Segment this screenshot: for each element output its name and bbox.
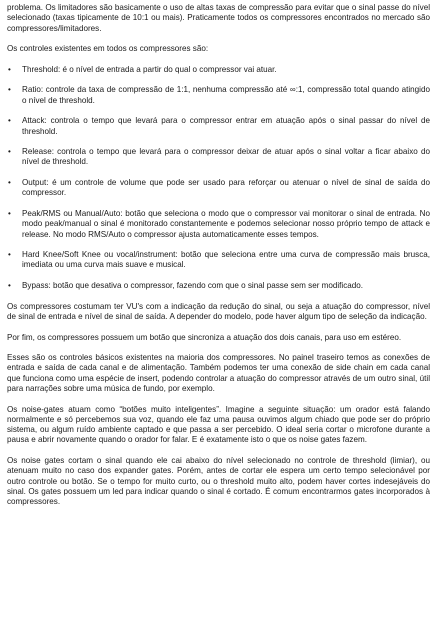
- list-item-text: Peak/RMS ou Manual/Auto: botão que seleciona o modo que o compressor vai monitorar o sinal de entrada. No modo peak/manual o sinal é monitorado constantemente e podemos selecionar nosso próprio tempo de attack e release. No modo RMS/Auto o compressor ajusta automaticamente esses tempos.: [22, 208, 430, 239]
- list-item-text: Hard Knee/Soft Knee ou vocal/instrument: botão que seleciona entre uma curva de compressão mais brusca, imediata ou uma curva mais suave e musical.: [22, 250, 430, 270]
- rear-panel-paragraph: Esses são os controles básicos existentes na maioria dos compressores. No painel traseiro temos as conexões de entrada e saída de cada canal e de alimentação. Também podemos ter uma conexão de side chain em cada canal que funciona como uma espécie de insert, podendo controlar a atuação do compressor através de um outro sinal, útil para narrações sobre uma música de fundo, por exemplo.: [7, 353, 430, 393]
- bullet: •: [8, 208, 11, 218]
- bullet: •: [8, 85, 11, 95]
- list-item: [7, 65, 430, 75]
- bullet: •: [8, 250, 11, 260]
- list-item: [7, 116, 430, 137]
- list-item-text: Ratio: controle da taxa de compressão de 1:1, nenhuma compressão até ∞:1, compressão total quando atingido o nível de threshold.: [22, 85, 430, 105]
- list-item: [7, 85, 430, 106]
- stereo-paragraph: Por fim, os compressores possuem um botão que sincroniza a atuação dos dois canais, para uso em estéreo.: [7, 332, 402, 342]
- controls-list: [7, 65, 430, 292]
- list-item-text: Release: controla o tempo que levará para o compressor deixar de atuar após o sinal voltar a ficar abaixo do nível de threshold.: [22, 147, 430, 167]
- list-item-text: Attack: controla o tempo que levará para o compressor entrar em atuação após o sinal passar do nível de threshold.: [22, 116, 430, 136]
- list-item: [7, 209, 430, 240]
- list-item: [7, 178, 430, 199]
- list-item: [7, 281, 430, 291]
- list-item-text: Bypass: botão que desativa o compressor, fazendo com que o sinal passe sem ser modificado.: [22, 281, 364, 291]
- bullet: •: [8, 64, 11, 74]
- controls-intro: Os controles existentes em todos os compressores são:: [7, 44, 209, 54]
- list-item: [7, 147, 430, 168]
- noise-gate-intro-paragraph: Os noise-gates atuam como “botões muito inteligentes”. Imagine a seguinte situação: um orador está falando normalmente e só percebemos sua voz, quando ele faz uma pausa ouvimos algum chiado que pode ser do próprio sistema, ou algum ruído ambiente captado e que passa a ser percebido. O ideal seria cortar o microfone durante a pausa e abrir novamente quando o orador for falar. E é exatamente isto o que os noise gates fazem.: [7, 404, 430, 445]
- bullet: •: [8, 178, 11, 188]
- list-item-text: Output: é um controle de volume que pode ser usado para reforçar ou atenuar o nível de sinal de saída do compressor.: [22, 178, 430, 198]
- bullet: •: [8, 281, 11, 291]
- vu-paragraph: Os compressores costumam ter VU's com a indicação da redução do sinal, ou seja a atuação do compressor, nível de sinal de entrada e nível de sinal de saída. A depender do modelo, pode haver algum tipo de seleção da indicação.: [7, 301, 430, 321]
- intro-paragraph: problema. Os limitadores são basicamente o uso de altas taxas de compressão para evitar que o sinal passe do nível selecionado (taxas tipicamente de 10:1 ou mais). Praticamente todos os compressores encontrados no mercado são compressores/limitadores.: [7, 3, 430, 33]
- bullet: •: [8, 147, 11, 157]
- list-item-text: Threshold: é o nível de entrada a partir do qual o compressor vai atuar.: [22, 64, 277, 74]
- list-item: [7, 250, 430, 271]
- noise-gate-detail-paragraph: Os noise gates cortam o sinal quando ele cai abaixo do nível selecionado no controle de threshold (limiar), ou atenuam muito no caso dos expander gates. Porém, antes de cortar ele espera um certo tempo selecionável por outro controle ou botão. Se o tempo for muito curto, ou o threshold muito alto, podem haver cortes indesejáveis do sinal. Os gates possuem um led para indicar quando o sinal é cortado. É comum encontrarmos gates incorporados à compressores.: [7, 456, 430, 507]
- bullet: •: [8, 116, 11, 126]
